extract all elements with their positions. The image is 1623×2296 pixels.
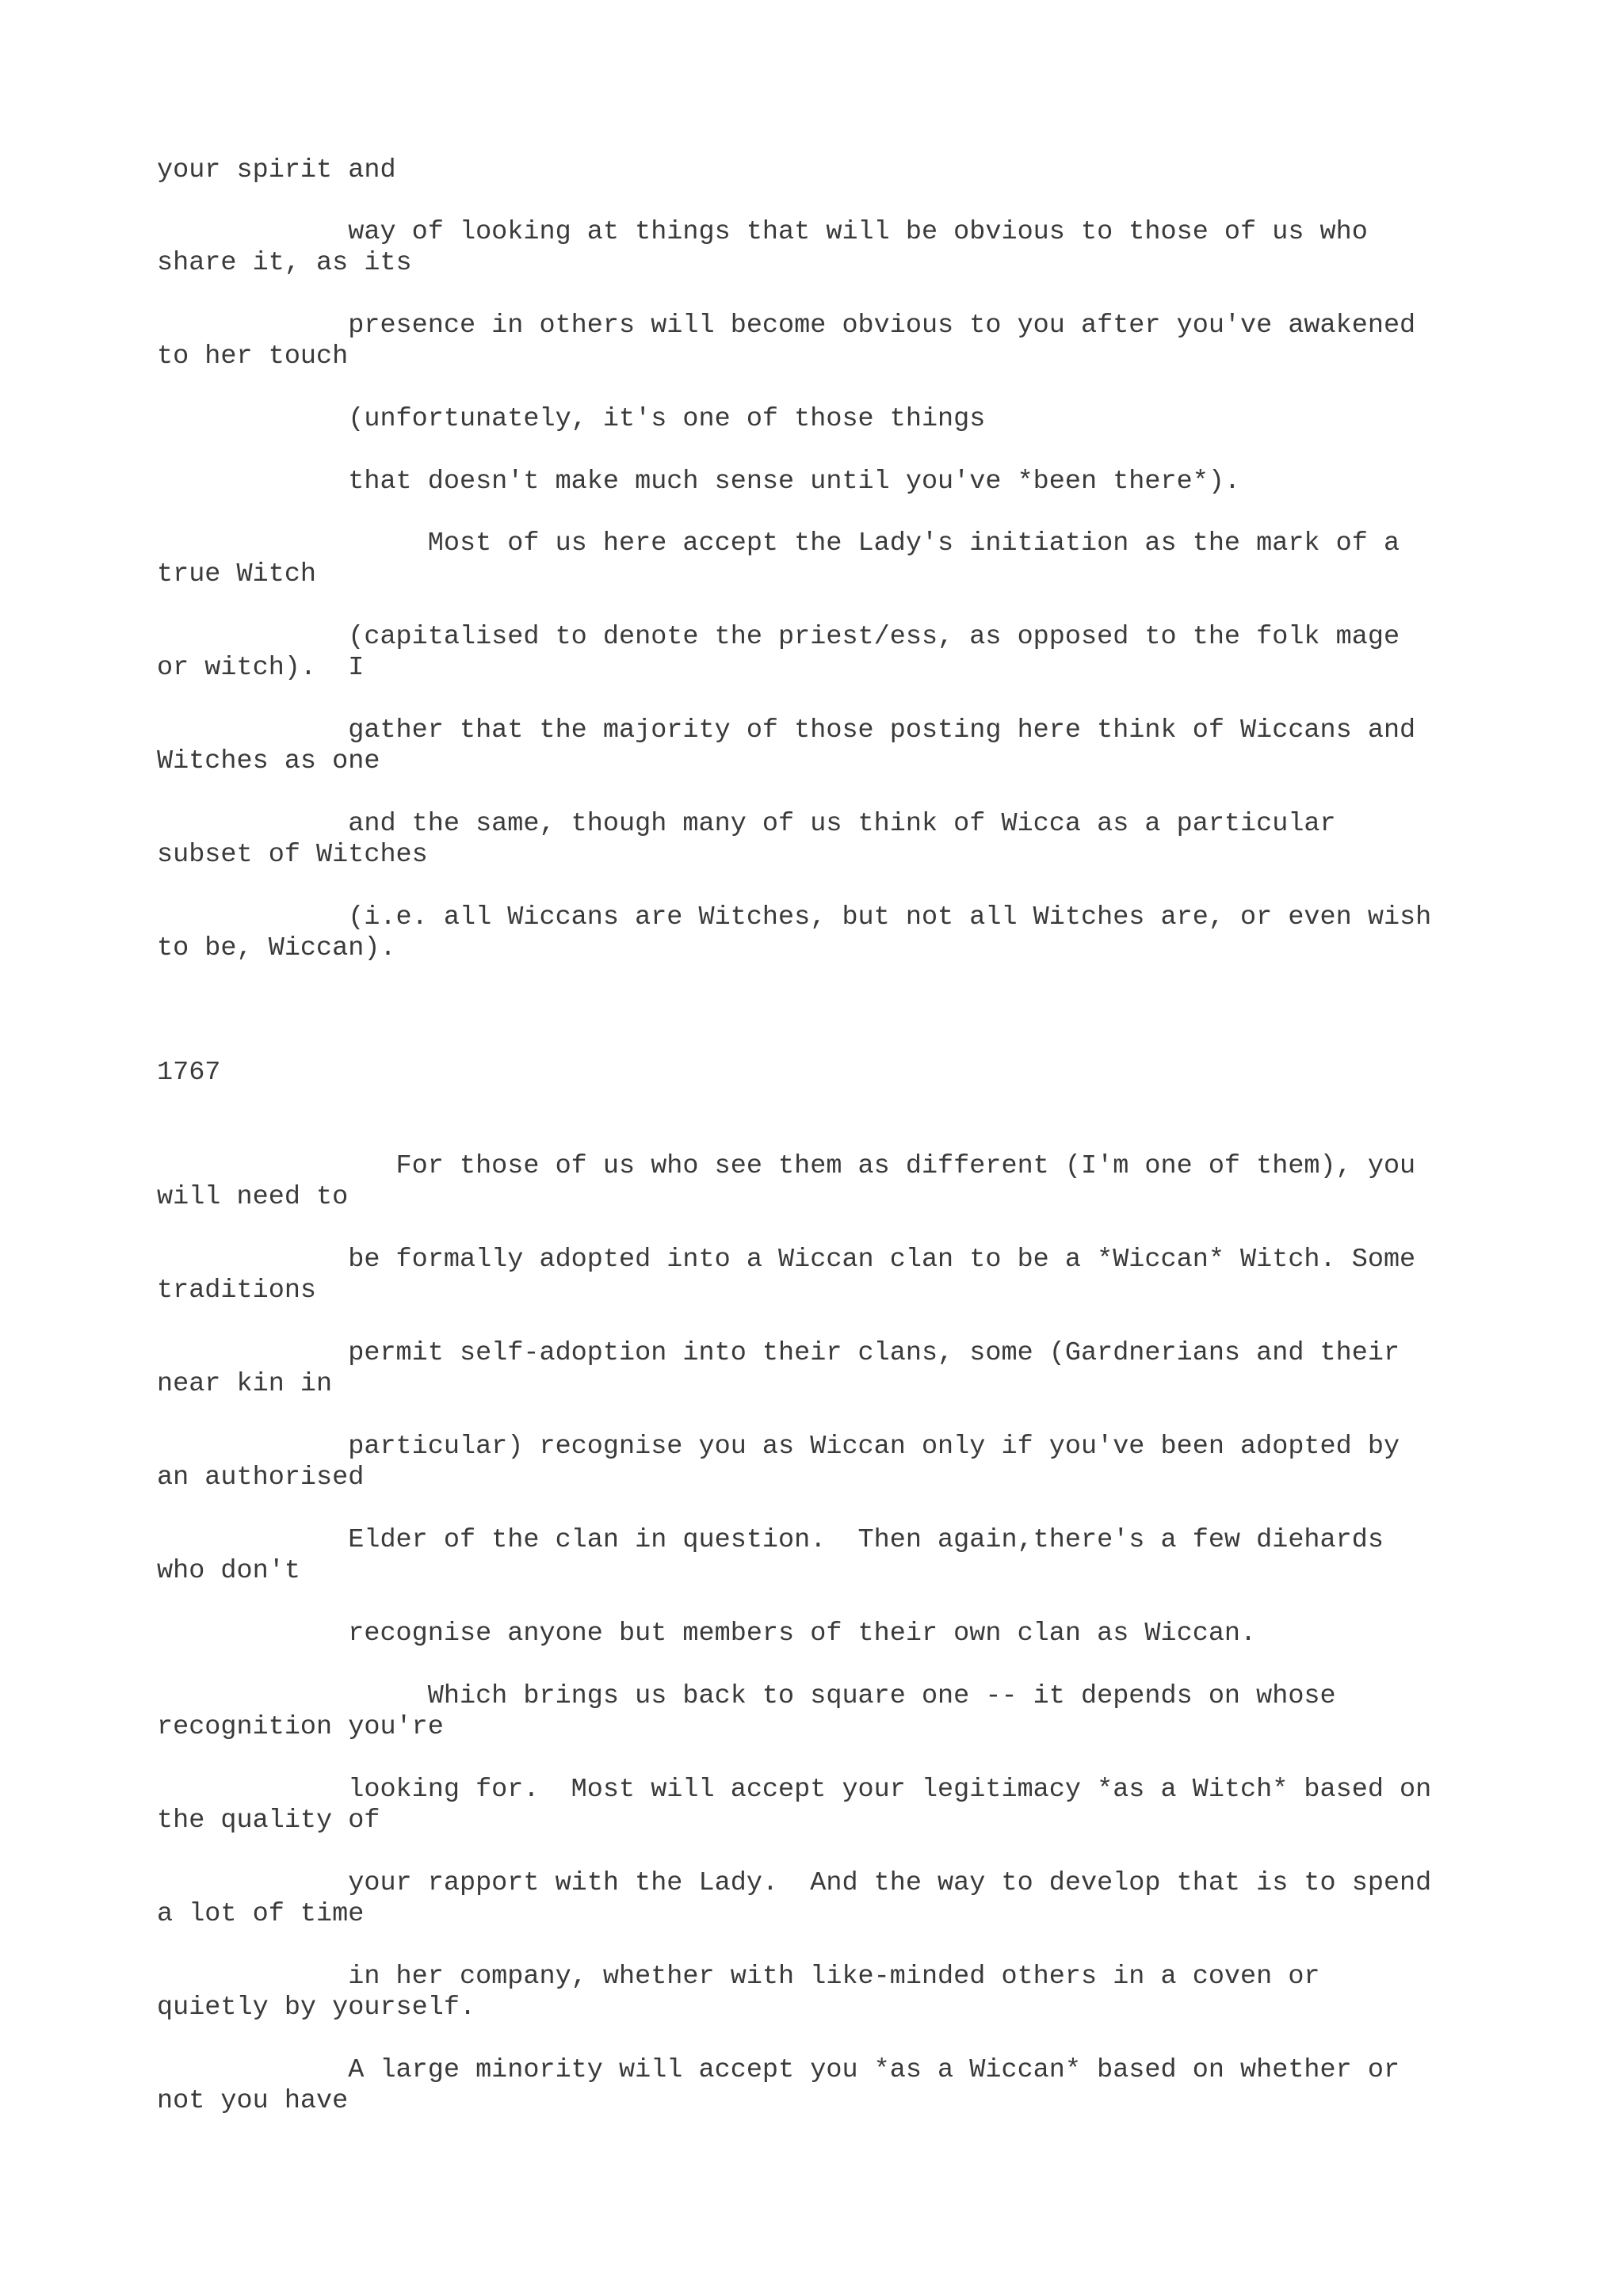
text-line: Most of us here accept the Lady's initiation as the mark of a true Witch — [157, 528, 1400, 589]
text-line: in her company, whether with like-minded others in a coven or quietly by yourself. — [157, 1962, 1320, 2023]
page-number: 1767 — [157, 1058, 221, 1088]
text-line: (unfortunately, it's one of those things — [157, 404, 986, 434]
text-line: that doesn't make much sense until you've *been there*). — [157, 467, 1241, 497]
text-line: Which brings us back to square one -- it depends on whose recognition you're — [157, 1681, 1336, 1742]
text-line: presence in others will become obvious to you after you've awakened to her touch — [157, 311, 1416, 372]
text-line: your spirit and — [157, 155, 396, 185]
text-line: particular) recognise you as Wiccan only if you've been adopted by an authorised — [157, 1432, 1400, 1493]
text-line: your rapport with the Lady. And the way to develop that is to spend a lot of time — [157, 1868, 1432, 1929]
text-line: gather that the majority of those posting here think of Wiccans and Witches as one — [157, 715, 1416, 776]
text-line: Elder of the clan in question. Then again,there's a few diehards who don't — [157, 1525, 1384, 1586]
text-line: looking for. Most will accept your legitimacy *as a Witch* based on the quality of — [157, 1775, 1432, 1836]
text-line: A large minority will accept you *as a Wiccan* based on whether or not you have — [157, 2055, 1400, 2116]
text-line: way of looking at things that will be obvious to those of us who share it, as its — [157, 217, 1368, 278]
text-line: (i.e. all Wiccans are Witches, but not all Witches are, or even wish to be, Wiccan). — [157, 902, 1432, 963]
text-line: recognise anyone but members of their own clan as Wiccan. — [157, 1619, 1257, 1649]
text-line: be formally adopted into a Wiccan clan to be a *Wiccan* Witch. Some traditions — [157, 1245, 1416, 1306]
text-line: For those of us who see them as different (I'm one of them), you will need to — [157, 1151, 1416, 1212]
text-line: (capitalised to denote the priest/ess, as opposed to the folk mage or witch). I — [157, 622, 1400, 683]
text-line: permit self-adoption into their clans, some (Gardnerians and their near kin in — [157, 1338, 1400, 1399]
text-line: and the same, though many of us think of Wicca as a particular subset of Witches — [157, 809, 1336, 870]
